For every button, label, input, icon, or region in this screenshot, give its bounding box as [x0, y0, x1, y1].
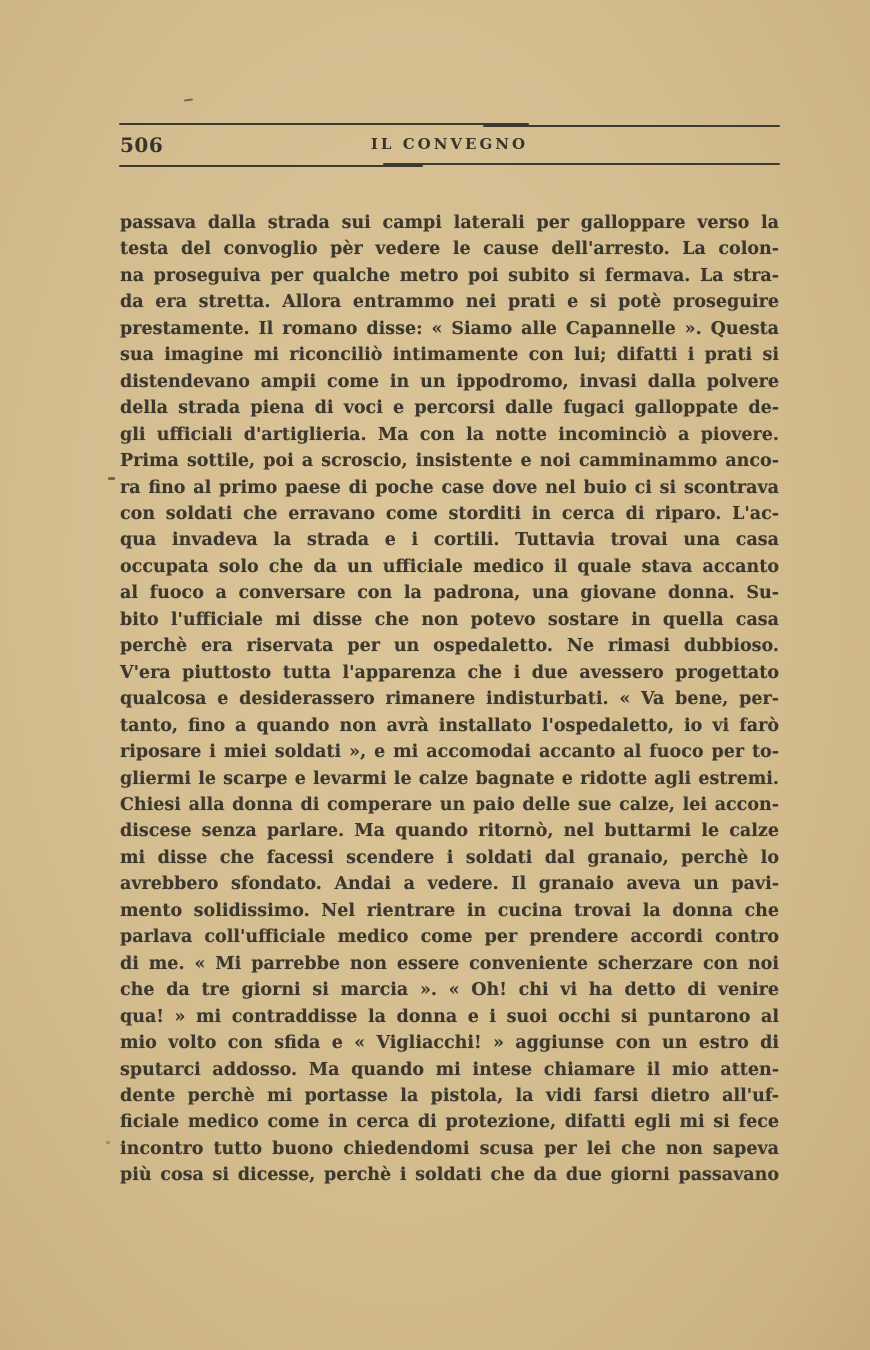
text-line: testa del convoglio pèr vedere le cause dell'arresto. La colon- [120, 239, 779, 260]
text-line: Chiesi alla donna di comperare un paio delle sue calze, lei accon- [120, 794, 779, 815]
text-line: distendevano ampii come in un ippodromo, invasi dalla polvere [120, 371, 779, 392]
text-line: mi disse che facessi scendere i soldati dal granaio, perchè lo [120, 847, 779, 868]
text-line: na proseguiva per qualche metro poi subito si fermava. La stra- [120, 265, 779, 286]
text-line: sua imagine mi riconciliò intimamente con lui; difatti i prati si [120, 345, 779, 366]
rule-segment [119, 123, 529, 125]
scan-artifact [108, 477, 115, 480]
text-line: parlava coll'ufficiale medico come per prendere accordi contro [120, 927, 779, 948]
text-line: della strada piena di voci e percorsi dalle fugaci galloppate de- [120, 398, 779, 419]
scan-artifact [184, 98, 193, 101]
text-line: occupata solo che da un ufficiale medico il quale stava accanto [120, 556, 779, 577]
text-line: Prima sottile, poi a scroscio, insistente e noi camminammo anco- [120, 451, 779, 472]
text-line: ra fino al primo paese di poche case dove nel buio ci si scontrava [120, 477, 779, 498]
text-line: incontro tutto buono chiedendomi scusa per lei che non sapeva [120, 1138, 779, 1159]
header-rule-bottom [119, 163, 780, 167]
text-line: ficiale medico come in cerca di protezione, difatti egli mi si fece [120, 1112, 779, 1133]
text-line: V'era piuttosto tutta l'apparenza che i due avessero progettato [120, 662, 779, 683]
rule-segment [483, 125, 780, 127]
journal-title: IL CONVEGNO [370, 135, 529, 153]
rule-segment [383, 163, 780, 165]
text-line: bito l'ufficiale mi disse che non potevo sostare in quella casa [120, 609, 779, 630]
page-header [119, 132, 780, 160]
scan-artifact [106, 1141, 110, 1144]
text-line: di me. « Mi parrebbe non essere conveniente scherzare con noi [120, 953, 779, 974]
text-line: qua invadeva la strada e i cortili. Tuttavia trovai una casa [120, 530, 779, 551]
text-line: avrebbero sfondato. Andai a vedere. Il granaio aveva un pavi- [120, 874, 779, 895]
text-line: discese senza parlare. Ma quando ritornò, nel buttarmi le calze [120, 821, 779, 842]
text-line: da era stretta. Allora entrammo nei prati e si potè proseguire [120, 292, 779, 313]
text-line: mio volto con sfida e « Vigliacchi! » aggiunse con un estro di [120, 1033, 779, 1054]
text-line: perchè era riservata per un ospedaletto. Ne rimasi dubbioso. [120, 636, 779, 657]
text-line: con soldati che erravano come storditi in cerca di riparo. L'ac- [120, 503, 779, 524]
text-line: dente perchè mi portasse la pistola, la vidi farsi dietro all'uf- [120, 1085, 779, 1106]
text-line: riposare i miei soldati », e mi accomodai accanto al fuoco per to- [120, 742, 779, 763]
text-line: tanto, fino a quando non avrà installato l'ospedaletto, io vi farò [120, 715, 779, 736]
text-line: sputarci addosso. Ma quando mi intese chiamare il mio atten- [120, 1059, 779, 1080]
text-line: gliermi le scarpe e levarmi le calze bagnate e ridotte agli estremi. [120, 768, 779, 789]
text-line: qua! » mi contraddisse la donna e i suoi occhi si puntarono al [120, 1006, 779, 1027]
text-line: passava dalla strada sui campi laterali per galloppare verso la [120, 213, 779, 233]
text-line: al fuoco a conversare con la padrona, una giovane donna. Su- [120, 583, 779, 604]
text-line: più cosa si dicesse, perchè i soldati che da due giorni passavano [120, 1165, 779, 1186]
text-line: qualcosa e desiderassero rimanere indisturbati. « Va bene, per- [120, 689, 779, 710]
text-line: che da tre giorni si marcia ». « Oh! chi vi ha detto di venire [120, 980, 779, 1001]
page-number: 506 [120, 133, 164, 157]
text-line: mento solidissimo. Nel rientrare in cucina trovai la donna che [120, 900, 779, 921]
rule-segment [119, 165, 423, 167]
body-text [120, 210, 779, 1189]
text-line: gli ufficiali d'artiglieria. Ma con la notte incominciò a piovere. [120, 424, 779, 445]
header-rule-top [119, 123, 780, 127]
text-line: prestamente. Il romano disse: « Siamo alle Capannelle ». Questa [120, 318, 779, 339]
